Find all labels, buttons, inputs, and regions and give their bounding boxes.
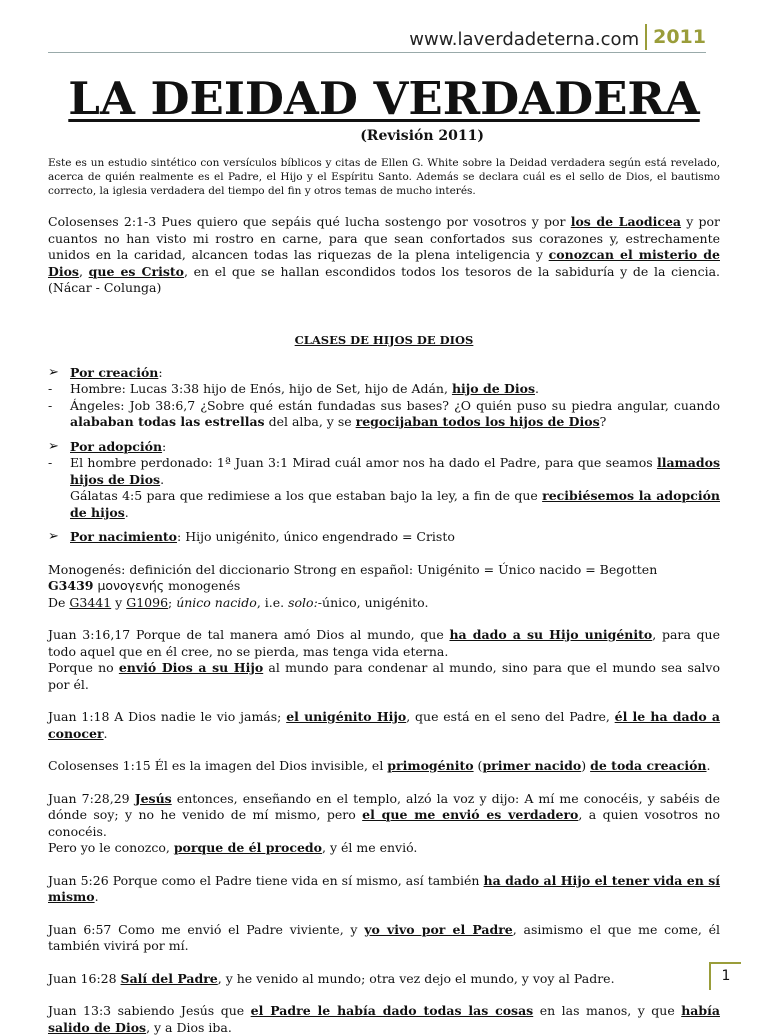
juan-5-26-paragraph: Juan 5:26 Porque como el Padre tiene vida en sí mismo, así también ha dado al Hijo el tener vida en sí mismo. — [48, 872, 721, 904]
page-header — [409, 20, 706, 50]
document-title: LA DEIDAD VERDADERA — [68, 72, 700, 125]
site-url: www.laverdadeterna.com — [409, 29, 640, 50]
list-item: ➢ Por creación: — [48, 364, 163, 380]
page-number: 1 — [709, 962, 741, 990]
dash-bullet-icon: - — [48, 455, 53, 470]
juan-13-3-paragraph: Juan 13:3 sabiendo Jesús que el Padre le había dado todas las cosas en las manos, y que había salido de Dios, y a Dios iba. — [48, 1003, 720, 1035]
list-item: ➢ Por adopción: — [48, 438, 167, 454]
juan-1-18-paragraph: Juan 1:18 A Dios nadie le vio jamás; el unigénito Hijo, que está en el seno del Padre, él le ha dado a conocer. — [48, 709, 721, 741]
header-rule — [48, 52, 706, 53]
dash-bullet-icon: - — [48, 397, 53, 413]
header-year: 2011 — [645, 24, 706, 50]
arrow-bullet-icon: ➢ — [48, 529, 59, 544]
list-item: - Ángeles: Job 38:6,7 ¿Sobre qué están fundadas sus bases? ¿O quién puso su piedra angular, cuando alababan todas las estrellas del alba, y se regocijaban todos los hijos de Dios? — [48, 397, 720, 429]
juan-6-57-paragraph: Juan 6:57 Como me envió el Padre viviente, y yo vivo por el Padre, asimismo el que me come, él también vivirá por mí. — [48, 921, 720, 953]
juan-16-28-paragraph: Juan 16:28 Salí del Padre, y he venido al mundo; otra vez dejo el mundo, y voy al Padre. — [48, 970, 615, 986]
juan-3-16-paragraph: Juan 3:16,17 Porque de tal manera amó Dios al mundo, que ha dado a su Hijo unigénito, para que todo aquel que en él cree, no se pierda, mas tenga vida eterna. Porque no envió Dios a su Hijo al mundo para condenar al mundo, sino para que el mundo sea salvo por él. — [48, 627, 720, 692]
adopcion-list — [48, 439, 720, 522]
colosenses-1-15-paragraph: Colosenses 1:15 Él es la imagen del Dios invisible, el primogénito (primer nacido) de toda creación. — [48, 758, 711, 773]
monogenes-paragraph: Monogenés: definición del diccionario Strong en español: Unigénito = Único nacido = Begotten G3439 μονογενής monogenés De G3441 y G1096; único nacido, i.e. solo:-único, unigénito. — [48, 561, 658, 610]
juan-7-28-paragraph: Juan 7:28,29 Jesús entonces, enseñando en el templo, alzó la voz y dijo: A mí me conocéis, y sabéis de dónde soy; y no he venido de mí mismo, pero el que me envió es verdadero, a quien vosotros no conocéis. Pero yo le conozco, porque de él procedo, y él me envió. — [48, 790, 720, 855]
document-body — [48, 58, 720, 1036]
creacion-list — [48, 365, 720, 431]
section-title: CLASES DE HIJOS DE DIOS — [294, 332, 474, 347]
colosenses-paragraph: Colosenses 2:1-3 Pues quiero que sepáis qué lucha sostengo por vosotros y por los de Laodicea y por cuantos no han visto mi rostro en carne, para que sean confortados sus corazones y, estrechamente unidos en la caridad, alcancen todas las riquezas de la plena inteligencia y conozcan el misterio de Dios, que es Cristo, en el que se hallan escondidos todos los tesoros de la sabiduría y de la ciencia. (Nácar - Colunga) — [48, 214, 720, 295]
list-item: - Hombre: Lucas 3:38 hijo de Enós, hijo de Set, hijo de Adán, hijo de Dios. — [48, 381, 539, 396]
list-item: ➢ Por nacimiento: Hijo unigénito, único engendrado = Cristo — [48, 529, 455, 544]
list-item: - El hombre perdonado: 1ª Juan 3:1 Mirad cuál amor nos ha dado el Padre, para que seamos llamados hijos de Dios. Gálatas 4:5 para que redimiese a los que estaban bajo la ley, a fin de que recibiésemos la adopción de hijos. — [48, 455, 720, 520]
arrow-bullet-icon: ➢ — [48, 438, 59, 454]
dash-bullet-icon: - — [48, 381, 53, 396]
intro-paragraph: Este es un estudio sintético con versículos bíblicos y citas de Ellen G. White sobre la Deidad verdadera según está revelado, acerca de quién realmente es el Padre, el Hijo y el Espíritu Santo. Además se declara cuál es el sello de Dios, el bautismo correcto, la iglesia verdadera del tiempo del fin y otros temas de mucho interés. — [48, 157, 720, 197]
nacimiento-list — [48, 529, 720, 546]
document-subtitle: (Revisión 2011) — [360, 128, 484, 144]
arrow-bullet-icon: ➢ — [48, 364, 59, 380]
